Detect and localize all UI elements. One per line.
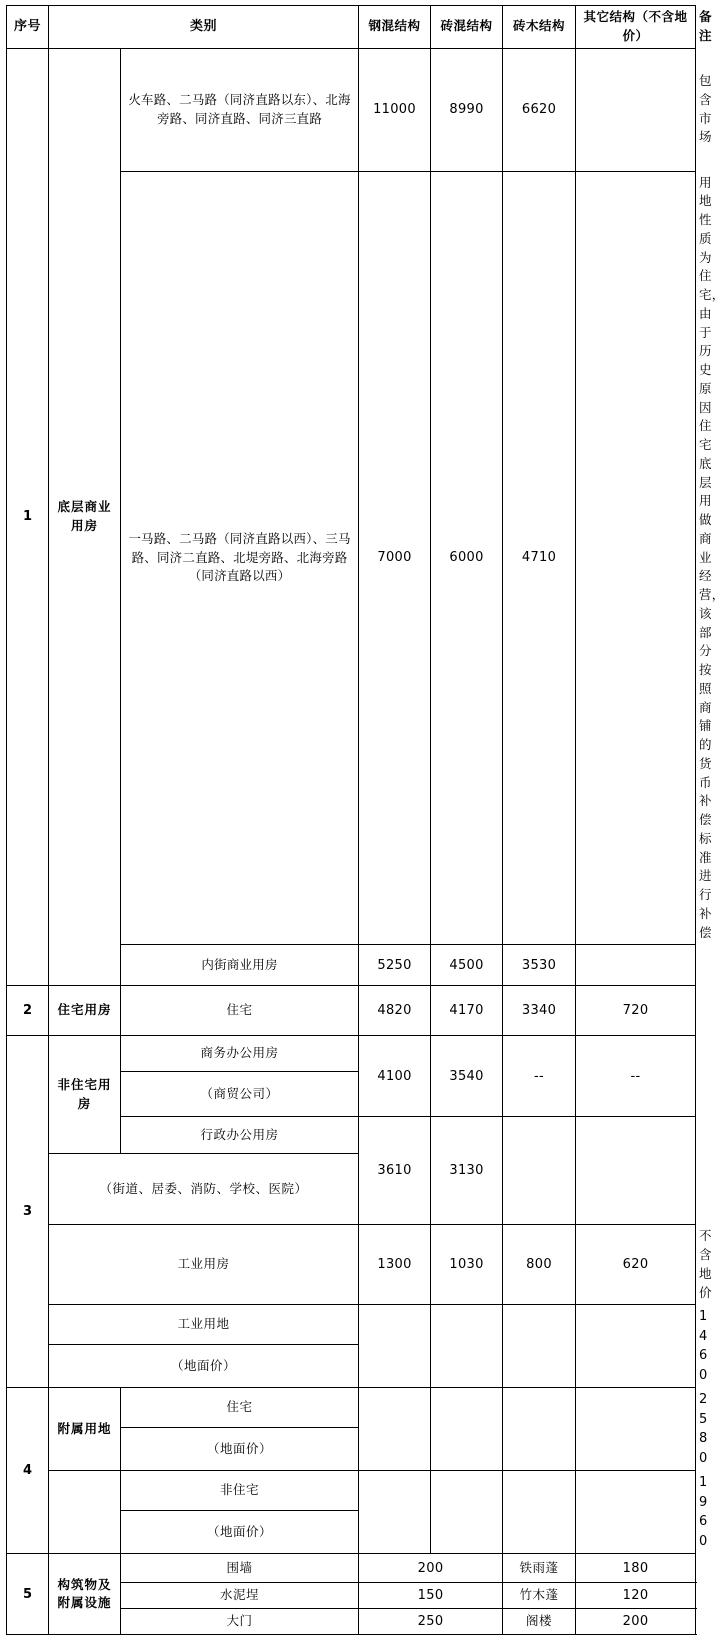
row-category: 住宅用房 <box>49 986 121 1036</box>
row-category: 底层商业用房 <box>49 48 121 986</box>
structure-name-a: 大门 <box>121 1609 359 1635</box>
header-index: 序号 <box>7 6 49 49</box>
structure-value-b: 200 <box>576 1609 696 1635</box>
item-description: 住宅 <box>121 986 359 1036</box>
structure-name-b: 铁雨蓬 <box>503 1554 576 1583</box>
table-row: 1 底层商业用房 火车路、二马路（同济直路以东）、北海旁路、同济直路、同济三直路 11000 8990 6620 包含 市场 <box>7 48 696 171</box>
item-description-line2: （商贸公司） <box>121 1072 359 1117</box>
value-other <box>576 1305 696 1388</box>
header-concrete: 钢混结构 <box>359 6 431 49</box>
table-header-row: 序号 类别 钢混结构 砖混结构 砖木结构 其它结构（不含地价） 备注 <box>7 6 696 49</box>
row-category-filler <box>49 1471 121 1554</box>
value-brick-wood <box>503 1471 576 1554</box>
value-other <box>576 48 696 171</box>
item-description-line1: 住宅 <box>121 1388 359 1428</box>
structure-name-a: 水泥埕 <box>121 1583 359 1609</box>
value-brick-concrete: 8990 <box>431 48 503 171</box>
structure-value-b: 120 <box>576 1583 696 1609</box>
item-description: 工业用房 <box>49 1225 359 1305</box>
item-description: 一马路、二马路（同济直路以西）、三马路、同济二直路、北堤旁路、北海旁路（同济直路以西） <box>121 171 359 945</box>
value-concrete <box>359 1388 431 1471</box>
value-other <box>576 1117 696 1225</box>
item-description-line2: （街道、居委、消防、学校、医院） <box>49 1154 359 1225</box>
row-category: 构筑物及附属设施 <box>49 1554 121 1635</box>
table-row <box>7 1036 696 1072</box>
value-concrete <box>359 1305 431 1388</box>
value-other: -- <box>576 1036 696 1117</box>
value-brick-wood: 6620 <box>503 48 576 171</box>
value-brick-wood <box>503 1305 576 1388</box>
value-concrete: 3610 <box>359 1117 431 1225</box>
table-row: 工业用地 1460 <box>7 1305 696 1345</box>
structure-name-b: 阁楼 <box>503 1609 576 1635</box>
value-brick-concrete: 3130 <box>431 1117 503 1225</box>
row-category: 非住宅用房 <box>49 1036 121 1154</box>
value-brick-wood: 800 <box>503 1225 576 1305</box>
value-brick-concrete: 4500 <box>431 945 503 986</box>
value-other: 720 <box>576 986 696 1036</box>
value-brick-wood: 4710 <box>503 171 576 945</box>
value-brick-concrete: 1030 <box>431 1225 503 1305</box>
structure-name-b: 竹木蓬 <box>503 1583 576 1609</box>
structure-value-b: 180 <box>576 1554 696 1583</box>
structure-value-a: 200 <box>359 1554 503 1583</box>
value-concrete: 1300 <box>359 1225 431 1305</box>
value-brick-concrete <box>431 1388 503 1471</box>
row-index: 5 <box>7 1554 49 1635</box>
compensation-standards-table <box>6 5 724 1635</box>
table-row: 4 附属用地 住宅 2580 <box>7 1388 696 1428</box>
value-brick-wood: 3530 <box>503 945 576 986</box>
table-row: 非住宅 1960 <box>7 1471 696 1511</box>
value-brick-concrete: 3540 <box>431 1036 503 1117</box>
item-description-line2: （地面价） <box>121 1428 359 1471</box>
value-concrete <box>359 1471 431 1554</box>
table-row: 工业用房 1300 1030 800 620 不含 地价 <box>7 1225 696 1305</box>
item-description-line1: 行政办公用房 <box>121 1117 359 1154</box>
value-concrete: 11000 <box>359 48 431 171</box>
value-brick-concrete <box>431 1305 503 1388</box>
item-description-line1: 工业用地 <box>49 1305 359 1345</box>
item-description-line2: （地面价） <box>121 1511 359 1554</box>
value-concrete: 5250 <box>359 945 431 986</box>
value-brick-wood <box>503 1117 576 1225</box>
value-concrete: 7000 <box>359 171 431 945</box>
item-description-line1: 非住宅 <box>121 1471 359 1511</box>
value-other <box>576 171 696 945</box>
document-page <box>0 5 724 1629</box>
item-description: 火车路、二马路（同济直路以东）、北海旁路、同济直路、同济三直路 <box>121 48 359 171</box>
value-other <box>576 1471 696 1554</box>
value-other <box>576 945 696 986</box>
value-brick-concrete <box>431 1471 503 1554</box>
value-other <box>576 1388 696 1471</box>
structure-value-a: 250 <box>359 1609 503 1635</box>
header-brick-wood: 砖木结构 <box>503 6 576 49</box>
value-other: 620 <box>576 1225 696 1305</box>
item-description-line1: 商务办公用房 <box>121 1036 359 1072</box>
row-category: 附属用地 <box>49 1388 121 1471</box>
value-concrete: 4820 <box>359 986 431 1036</box>
value-brick-wood: -- <box>503 1036 576 1117</box>
structure-value-a: 150 <box>359 1583 503 1609</box>
value-brick-concrete: 4170 <box>431 986 503 1036</box>
value-brick-concrete: 6000 <box>431 171 503 945</box>
item-description: 内街商业用房 <box>121 945 359 986</box>
structure-name-a: 围墙 <box>121 1554 359 1583</box>
table-row <box>7 1554 696 1583</box>
item-description-line2: （地面价） <box>49 1345 359 1388</box>
header-brick-concrete: 砖混结构 <box>431 6 503 49</box>
table-row: 一马路、二马路（同济直路以西）、三马路、同济二直路、北堤旁路、北海旁路（同济直路以西） 7000 6000 4710 用地性质为住宅，由于历史原因住宅底层用做商业经营，该部分按照商铺的货币补偿标准进行补偿 <box>7 171 696 945</box>
row-index: 3 <box>7 1036 49 1388</box>
row-index: 2 <box>7 986 49 1036</box>
value-concrete: 4100 <box>359 1036 431 1117</box>
header-category: 类别 <box>49 6 359 49</box>
table-row <box>7 986 696 1036</box>
row-index: 4 <box>7 1388 49 1554</box>
row-index: 1 <box>7 48 49 986</box>
value-brick-wood: 3340 <box>503 986 576 1036</box>
header-other: 其它结构（不含地价） <box>576 6 696 49</box>
value-brick-wood <box>503 1388 576 1471</box>
